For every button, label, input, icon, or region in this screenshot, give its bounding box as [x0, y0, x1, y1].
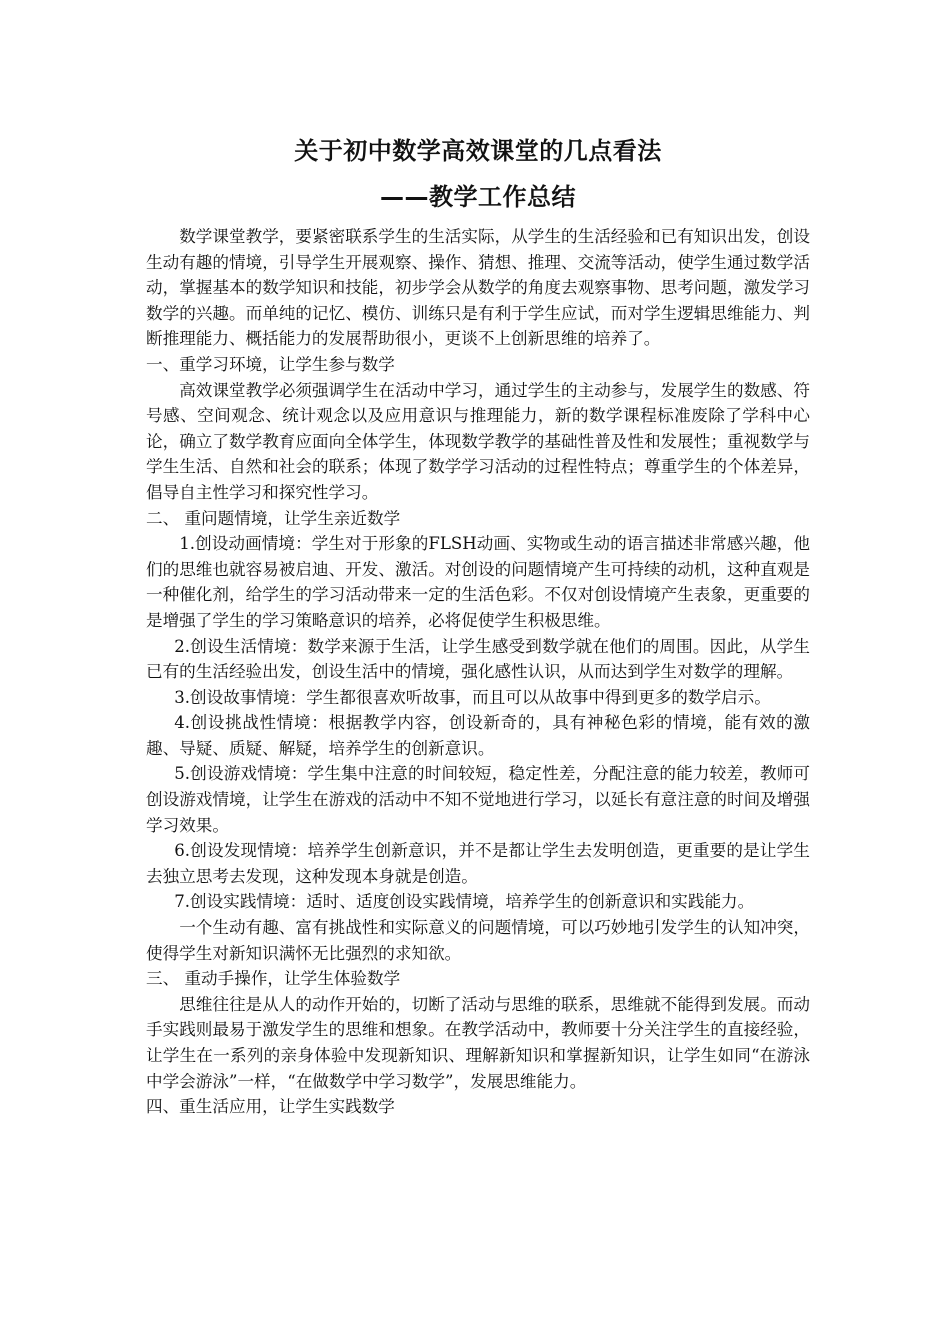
- section-2-item-4: 4.创设挑战性情境：根据教学内容，创设新奇的，具有神秘色彩的情境，能有效的激趣、导疑、质疑、解疑，培养学生的创新意识。: [146, 713, 810, 758]
- section-1-heading: 一、重学习环境，让学生参与数学: [146, 354, 395, 374]
- section-2-item-7: 7.创设实践情境：适时、适度创设实践情境，培养学生的创新意识和实践能力。: [174, 892, 755, 912]
- section-2-item-5: 5.创设游戏情境：学生集中注意的时间较短，稳定性差，分配注意的能力较差，教师可创设游戏情境，让学生在游戏的活动中不知不觉地进行学习，以延长有意注意的时间及增强学习效果。: [146, 764, 810, 835]
- section-2-closing: 一个生动有趣、富有挑战性和实际意义的问题情境，可以巧妙地引发学生的认知冲突，使得学生对新知识满怀无比强烈的求知欲。: [146, 918, 810, 963]
- document-title: 关于初中数学高效课堂的几点看法: [294, 137, 662, 165]
- intro-paragraph: 数学课堂教学，要紧密联系学生的生活实际，从学生的生活经验和已有知识出发，创设生动有趣的情境，引导学生开展观察、操作、猜想、推理、交流等活动，使学生通过数学活动，掌握基本的数学知识和技能，初步学会从数学的角度去观察事物、思考问题，激发学习数学的兴趣。而单纯的记忆、模仿、训练只是有利于学生应试，而对学生逻辑思维能力、判断推理能力、概括能力的发展帮助很小，更谈不上创新思维的培养了。: [146, 227, 810, 349]
- section-2-item-2: 2.创设生活情境：数学来源于生活，让学生感受到数学就在他们的周围。因此，从学生已有的生活经验出发，创设生活中的情境，强化感性认识，从而达到学生对数学的理解。: [146, 636, 810, 682]
- document-subtitle: ——教学工作总结: [380, 183, 576, 211]
- document-page: [146, 128, 810, 1120]
- section-2-item-6: 6.创设发现情境：培养学生创新意识，并不是都让学生去发明创造，更重要的是让学生去独立思考去发现，这种发现本身就是创造。: [146, 841, 810, 886]
- section-1-paragraph: 高效课堂教学必须强调学生在活动中学习，通过学生的主动参与，发展学生的数感、符号感、空间观念、统计观念以及应用意识与推理能力，新的数学课程标准废除了学科中心论，确立了数学教育应面向全体学生，体现数学教学的基础性普及性和发展性；重视数学与学生生活、自然和社会的联系；体现了数学学习活动的过程性特点；尊重学生的个体差异，倡导自主性学习和探究性学习。: [146, 380, 810, 502]
- section-2-heading: 二、 重问题情境，让学生亲近数学: [146, 508, 401, 528]
- section-4-heading: 四、重生活应用，让学生实践数学: [146, 1097, 395, 1117]
- section-2-item-3: 3.创设故事情境：学生都很喜欢听故事，而且可以从故事中得到更多的数学启示。: [174, 687, 771, 707]
- section-3-paragraph: 思维往往是从人的动作开始的，切断了活动与思维的联系，思维就不能得到发展。而动手实践则最易于激发学生的思维和想象。在教学活动中，教师要十分关注学生的直接经验，让学生在一系列的亲身体验中发现新知识、理解新知识和掌握新知识，让学生如同“在游泳中学会游泳”一样，“在做数学中学习数学”，发展思维能力。: [146, 994, 810, 1091]
- section-2-item-1: 1.创设动画情境：学生对于形象的FLSH动画、实物或生动的语言描述非常感兴趣，他们的思维也就容易被启迪、开发、激活。对创设的问题情境产生可持续的动机，这种直观是一种催化剂，给学生的学习活动带来一定的生活色彩。不仅对创设情境产生表象，更重要的是增强了学生的学习策略意识的培养，必将促使学生积极思维。: [146, 534, 810, 630]
- section-3-heading: 三、 重动手操作，让学生体验数学: [146, 969, 401, 989]
